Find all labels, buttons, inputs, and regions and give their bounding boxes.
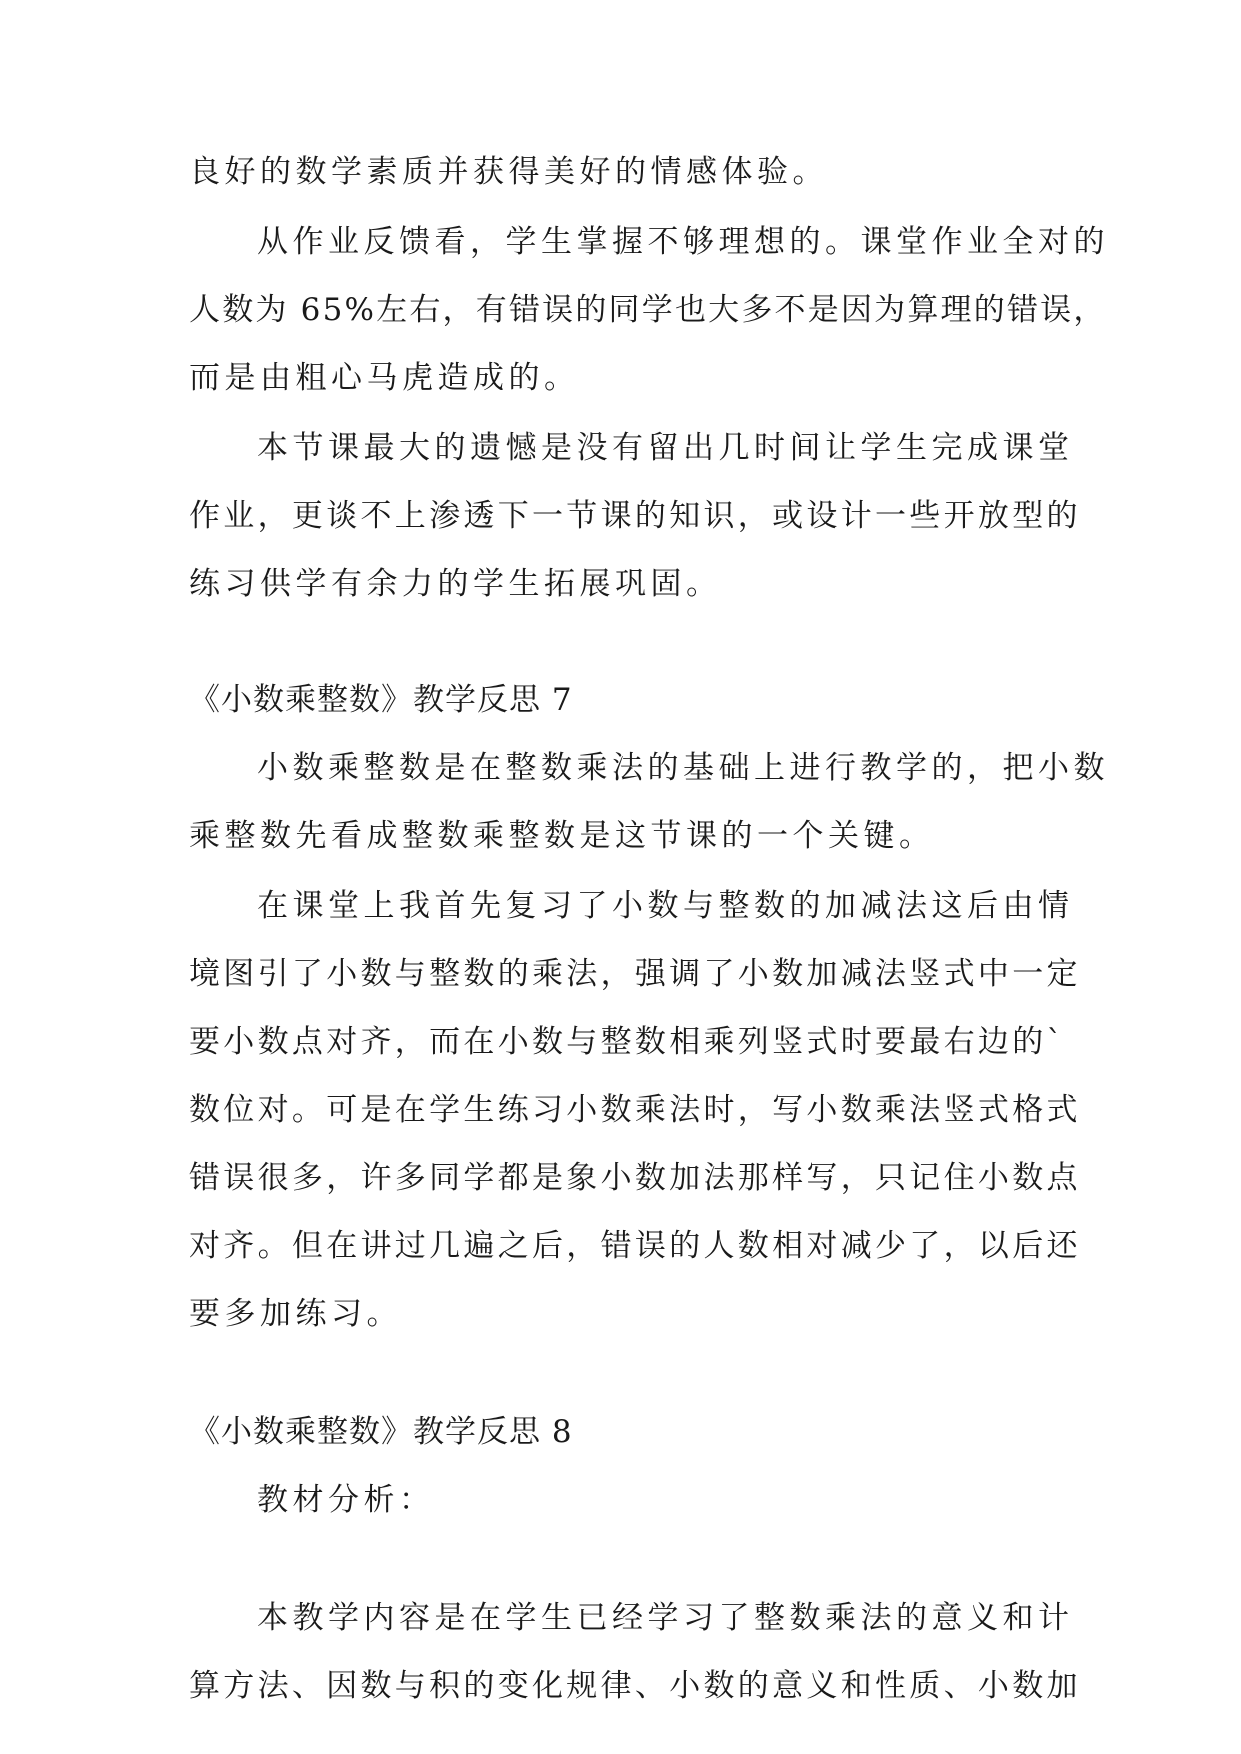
- paragraph-line: 小数乘整数是在整数乘法的基础上进行教学的，把小数: [257, 750, 1109, 786]
- paragraph-line: 境图引了小数与整数的乘法，强调了小数加减法竖式中一定: [189, 956, 1081, 992]
- section-heading: 《小数乘整数》教学反思 7: [189, 682, 573, 718]
- paragraph-line: 对齐。但在讲过几遍之后，错误的人数相对减少了，以后还: [189, 1228, 1081, 1264]
- paragraph-line: 从作业反馈看，学生掌握不够理想的。课堂作业全对的: [257, 224, 1109, 260]
- paragraph-line: 错误很多，许多同学都是象小数加法那样写，只记住小数点: [189, 1160, 1081, 1196]
- paragraph-line: 要多加练习。: [189, 1296, 402, 1332]
- paragraph-line: 算方法、因数与积的变化规律、小数的意义和性质、小数加: [189, 1668, 1081, 1704]
- paragraph-line: 乘整数先看成整数乘整数是这节课的一个关键。: [189, 818, 935, 854]
- paragraph-line: 本节课最大的遗憾是没有留出几时间让学生完成课堂: [257, 430, 1074, 466]
- section-heading: 《小数乘整数》教学反思 8: [189, 1414, 573, 1450]
- paragraph-line: 良好的数学素质并获得美好的情感体验。: [189, 154, 828, 190]
- paragraph-line: 作业，更谈不上渗透下一节课的知识，或设计一些开放型的: [189, 498, 1081, 534]
- paragraph-line: 本教学内容是在学生已经学习了整数乘法的意义和计: [257, 1600, 1074, 1636]
- paragraph-line: 人数为 65%左右，有错误的同学也大多不是因为算理的错误，: [189, 292, 1107, 328]
- paragraph-line: 而是由粗心马虎造成的。: [189, 360, 580, 396]
- paragraph-line: 练习供学有余力的学生拓展巩固。: [189, 566, 722, 602]
- paragraph-line: 教材分析：: [257, 1482, 435, 1518]
- paragraph-line: 要小数点对齐，而在小数与整数相乘列竖式时要最右边的`: [189, 1024, 1066, 1060]
- paragraph-line: 数位对。可是在学生练习小数乘法时，写小数乘法竖式格式: [189, 1092, 1081, 1128]
- paragraph-line: 在课堂上我首先复习了小数与整数的加减法这后由情: [257, 888, 1074, 924]
